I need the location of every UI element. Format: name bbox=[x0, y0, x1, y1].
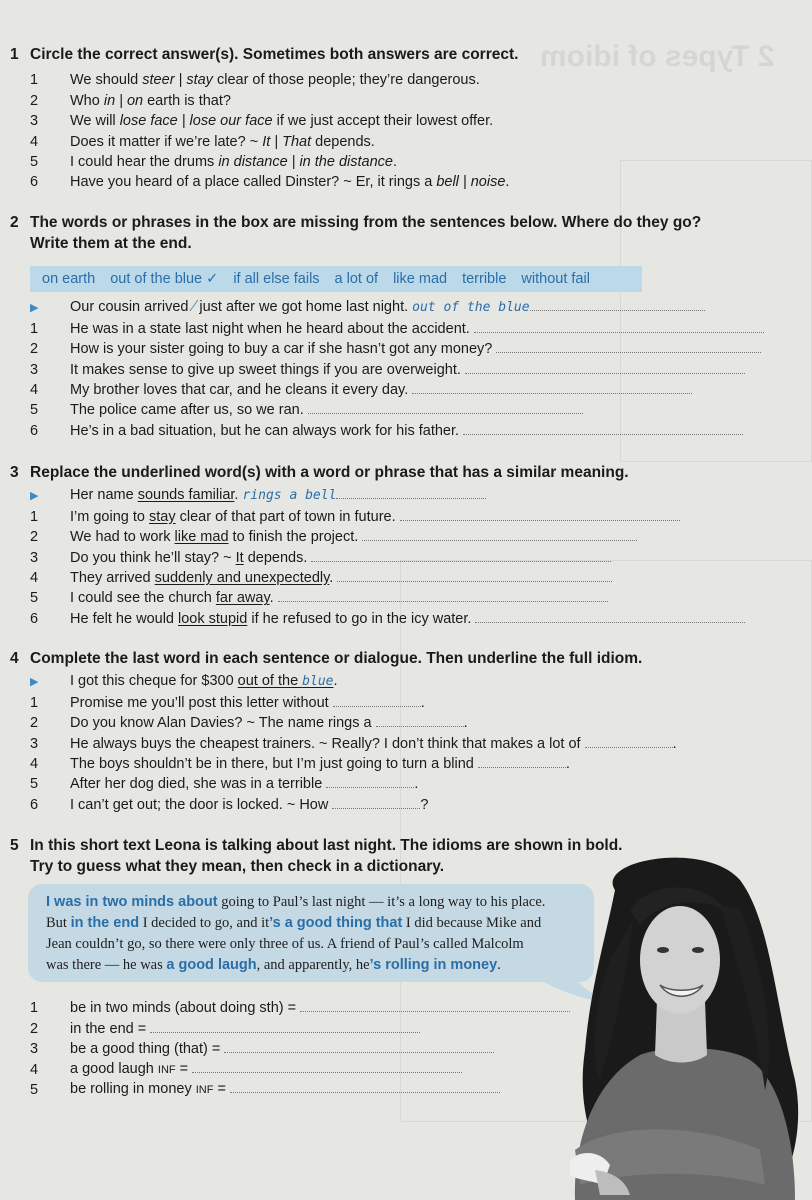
list-item: 4 Does it matter if we’re late? ~ It | That depends. bbox=[30, 133, 375, 150]
list-item: 2 Do you know Alan Davies? ~ The name rings a . bbox=[10, 713, 800, 733]
list-item: 5 be rolling in money INF = bbox=[10, 1080, 570, 1100]
exercise-2 bbox=[10, 212, 800, 254]
list-item: 3 It makes sense to give up sweet things if you are overweight. bbox=[10, 359, 800, 379]
speech-bubble: I was in two minds about going to Paul’s last night — it’s a long way to his place. But in the end I decided to go, and it’s a good thing that I did because Mike and Jean couldn’t go, so there were only three of us. A friend of Paul’s called Malcolm was there — he was a good laugh, and apparently, he’s rolling in money. bbox=[28, 884, 594, 982]
handwritten-answer: blue bbox=[302, 674, 334, 690]
answer-blank[interactable] bbox=[463, 420, 743, 435]
list-item: 3 Do you think he’ll stay? ~ It depends. bbox=[10, 547, 800, 567]
arrow-icon: ▶ bbox=[30, 302, 39, 315]
answer-blank[interactable] bbox=[465, 359, 745, 374]
exercise-2-items bbox=[10, 298, 800, 441]
answer-blank[interactable] bbox=[400, 506, 680, 521]
handwritten-answer: rings a bell bbox=[242, 488, 337, 504]
answer-blank[interactable] bbox=[308, 399, 583, 414]
answer-blank[interactable] bbox=[376, 712, 464, 727]
answer-blank[interactable] bbox=[412, 379, 692, 394]
answer-blank[interactable] bbox=[336, 484, 486, 499]
box-word: a lot of bbox=[334, 271, 379, 287]
list-item: 6 I can’t get out; the door is locked. ~ How ? bbox=[10, 794, 800, 814]
list-item: 3 We will lose face | lose our face if we just accept their lowest offer. bbox=[30, 113, 494, 130]
list-item: 5 The police came after us, so we ran. bbox=[10, 400, 800, 420]
box-word: terrible bbox=[462, 271, 507, 287]
ghost-title: 2 Types of idiom bbox=[540, 40, 775, 73]
exercise-1 bbox=[10, 44, 800, 192]
exercise-4-items bbox=[10, 672, 800, 815]
list-item: 3 be a good thing (that) = bbox=[10, 1039, 570, 1059]
answer-blank[interactable] bbox=[278, 587, 608, 602]
answer-blank[interactable] bbox=[326, 773, 414, 788]
woman-photo bbox=[555, 850, 812, 1200]
box-word: like mad bbox=[393, 271, 448, 287]
list-item: 4 My brother loves that car, and he cleans it every day. bbox=[10, 380, 800, 400]
exercise-4-heading: 4 Complete the last word in each sentence or dialogue. Then underline the full idiom. bbox=[10, 650, 643, 667]
handwritten-answer: out of the blue bbox=[412, 300, 530, 316]
exercise-5-items bbox=[10, 998, 570, 1100]
answer-blank[interactable] bbox=[475, 608, 745, 623]
list-item: 2 in the end = bbox=[10, 1018, 570, 1038]
list-item: 1 be in two minds (about doing sth) = bbox=[10, 998, 570, 1018]
exercise-4 bbox=[10, 648, 800, 815]
box-word: out of the blue ✓ bbox=[110, 271, 219, 287]
list-item: 2 Who in | on earth is that? bbox=[30, 92, 231, 109]
arrow-icon: ▶ bbox=[30, 490, 39, 503]
answer-blank[interactable] bbox=[333, 692, 421, 707]
answer-blank[interactable] bbox=[224, 1038, 494, 1053]
arrow-icon: ▶ bbox=[30, 676, 39, 689]
list-item: 1 I’m going to stay clear of that part of town in future. bbox=[10, 506, 800, 526]
answer-blank[interactable] bbox=[585, 733, 673, 748]
box-word: on earth bbox=[42, 271, 96, 287]
answer-blank[interactable] bbox=[150, 1018, 420, 1033]
answer-blank[interactable] bbox=[337, 567, 612, 582]
answer-blank[interactable] bbox=[230, 1078, 500, 1093]
list-item: 2 We had to work like mad to finish the project. bbox=[10, 527, 800, 547]
list-item: 2 How is your sister going to buy a car if she hasn’t got any money? bbox=[10, 339, 800, 359]
answer-blank[interactable] bbox=[496, 338, 761, 353]
list-item: 3 He always buys the cheapest trainers. ~ Really? I don’t think that makes a lot of . bbox=[10, 733, 800, 753]
answer-blank[interactable] bbox=[362, 526, 637, 541]
exercise-3 bbox=[10, 462, 800, 629]
exercise-1-items bbox=[10, 70, 800, 192]
example-item: ▶ Her name sounds familiar. rings a bell bbox=[10, 486, 800, 506]
list-item: 6 He felt he would look stupid if he refused to go in the icy water. bbox=[10, 608, 800, 628]
list-item: 6 He’s in a bad situation, but he can always work for his father. bbox=[10, 420, 800, 440]
list-item: 6 Have you heard of a place called Dinster? ~ Er, it rings a bell | noise. bbox=[30, 174, 510, 191]
exercise-3-heading: 3 Replace the underlined word(s) with a word or phrase that has a similar meaning. bbox=[10, 464, 629, 481]
exercise-2-heading: 2 The words or phrases in the box are missing from the sentences below. Where do they go? Write them at the end. bbox=[10, 214, 702, 252]
word-box bbox=[30, 266, 642, 292]
answer-blank[interactable] bbox=[530, 296, 705, 311]
list-item: 5 I could hear the drums in distance | in the distance. bbox=[30, 153, 397, 170]
answer-blank[interactable] bbox=[478, 753, 566, 768]
list-item: 5 I could see the church far away. bbox=[10, 588, 800, 608]
exercise-5 bbox=[10, 835, 630, 877]
exercise-3-items bbox=[10, 486, 800, 629]
exercise-1-heading: 1 Circle the correct answer(s). Sometimes both answers are correct. bbox=[10, 46, 519, 63]
list-item: 5 After her dog died, she was in a terrible . bbox=[10, 774, 800, 794]
box-word: without fail bbox=[521, 271, 590, 287]
exercise-5-heading: 5 In this short text Leona is talking about last night. The idioms are shown in bold. Try to guess what they mean, then check in a dictionary. bbox=[10, 837, 623, 875]
list-item: 4 a good laugh INF = bbox=[10, 1059, 570, 1079]
list-item: 1 Promise me you’ll post this letter without . bbox=[10, 692, 800, 712]
box-word: if all else fails bbox=[233, 271, 320, 287]
answer-blank[interactable] bbox=[474, 318, 764, 333]
list-item: 1 He was in a state last night when he heard about the accident. bbox=[10, 318, 800, 338]
example-item: ▶ I got this cheque for $300 out of the blue. bbox=[30, 673, 338, 690]
answer-blank[interactable] bbox=[300, 997, 570, 1012]
answer-blank[interactable] bbox=[332, 794, 420, 809]
answer-blank[interactable] bbox=[311, 547, 611, 562]
example-item: ▶ Our cousin arrived ⁄ just after we got home last night. out of the blue bbox=[10, 298, 800, 318]
list-item: 4 The boys shouldn’t be in there, but I’m just going to turn a blind . bbox=[10, 754, 800, 774]
list-item: 4 They arrived suddenly and unexpectedly. bbox=[10, 568, 800, 588]
list-item: 1 We should steer | stay clear of those people; they’re dangerous. bbox=[30, 72, 480, 89]
answer-blank[interactable] bbox=[192, 1058, 462, 1073]
